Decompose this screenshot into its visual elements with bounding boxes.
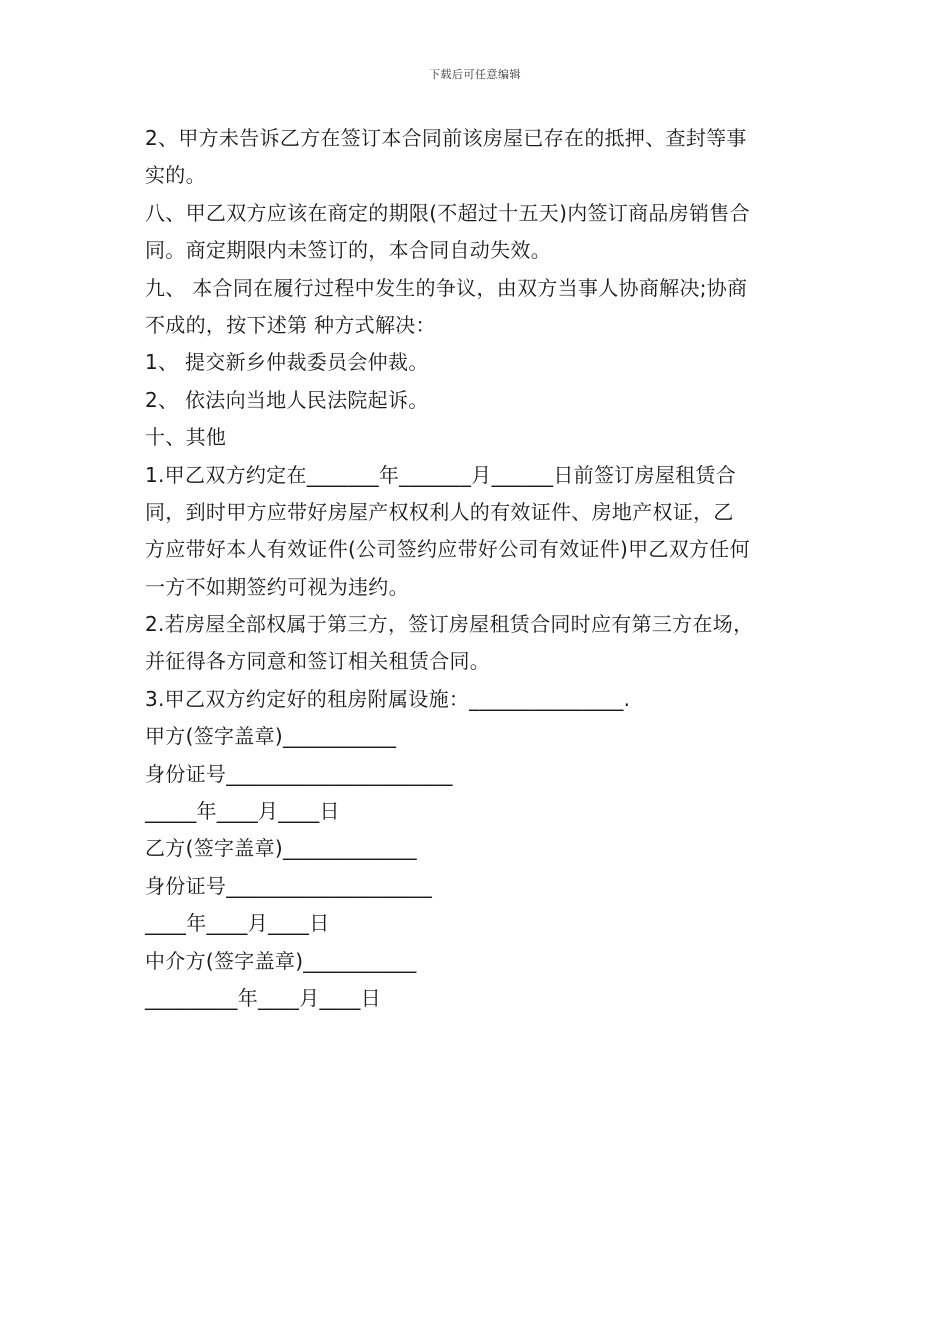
text-line: 同。商定期限内未签订的，本合同自动失效。	[145, 238, 551, 263]
party-b-signature: 乙方(签字盖章)_____________	[145, 836, 417, 861]
party-a-id-number: 身份证号______________________	[145, 761, 453, 786]
text-line: 2、 依法向当地人民法院起诉。	[145, 387, 429, 412]
text-line: 方应带好本人有效证件(公司签约应带好公司有效证件)甲乙双方任何	[145, 537, 750, 562]
text-line: 同，到时甲方应带好房屋产权权利人的有效证件、房地产权证，乙	[145, 499, 734, 524]
party-b-id-number: 身份证号____________________	[145, 873, 433, 898]
text-line: 实的。	[145, 163, 206, 188]
text-line: 2、甲方未告诉乙方在签订本合同前该房屋已存在的抵押、查封等事	[145, 126, 747, 150]
text-line: 九、 本合同在履行过程中发生的争议，由双方当事人协商解决;协商	[145, 275, 748, 300]
text-line: 1、 提交新乡仲裁委员会仲裁。	[145, 350, 429, 375]
text-line: 并征得各方同意和签订相关租赁合同。	[145, 649, 491, 674]
text-line: 一方不如期签约可视为违约。	[145, 574, 409, 599]
page-header: 下载后可任意编辑	[429, 68, 521, 81]
party-a-signature: 甲方(签字盖章)___________	[145, 724, 397, 749]
document-body	[145, 120, 820, 1017]
text-line: 1.甲乙双方约定在_______年_______月______日前签订房屋租赁合	[145, 462, 737, 487]
party-b-date: ____年____月____日	[145, 911, 330, 936]
agent-signature: 中介方(签字盖章)___________	[145, 948, 417, 973]
text-line: 2.若房屋全部权属于第三方，签订房屋租赁合同时应有第三方在场，	[145, 612, 754, 637]
text-line: 八、甲乙双方应该在商定的期限(不超过十五天)内签订商品房销售合	[145, 200, 750, 225]
party-a-date: _____年____月____日	[145, 799, 340, 824]
text-line: 3.甲乙双方约定好的租房附属设施：_______________.	[145, 686, 631, 711]
section-heading: 十、其他	[145, 425, 227, 450]
agent-date: _________年____月____日	[145, 985, 381, 1010]
text-line: 不成的，按下述第 种方式解决：	[145, 312, 436, 337]
